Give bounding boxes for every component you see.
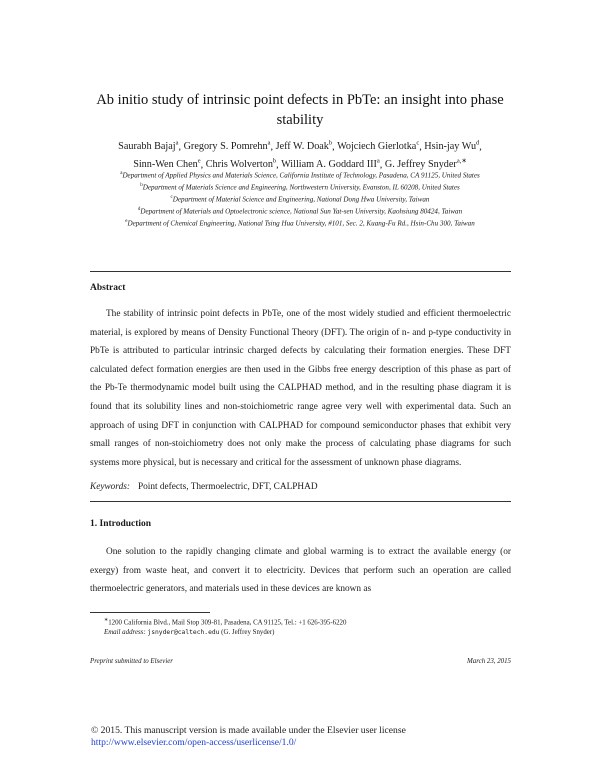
keywords-text: Point defects, Thermoelectric, DFT, CALPHAD [137, 482, 318, 492]
affiliation: $^d$Department of Materials and Optoelectronic science, National Sun Yat-sen University, Kaohsiung 80424, Taiwan [137, 206, 463, 216]
author: Wojciech Gierlotka$^c$ [337, 140, 420, 153]
author: Gregory S. Pomrehn$^a$ [183, 140, 271, 153]
license-link[interactable]: http://www.elsevier.com/open-access/userlicense/1.0/ [91, 737, 297, 748]
author: Jeff W. Doak$^b$ [275, 140, 333, 153]
author: William A. Goddard III$^a$ [281, 157, 380, 171]
abstract-text: The stability of intrinsic point defects in PbTe, one of the most widely studied and efficient thermoelectric material, is explored by means of Density Functional Theory (DFT). The origin of n- and p-type conductivity in PbTe is attributed to particular intrinsic charged defects by calculating their formation energies. These DFT calculated defect formation energies are then used in the Gibbs free energy description of this phase as part of the Pb-Te thermodynamic model built using the CALPHAD method, and in the resulting phase diagram it is found that its solubility lines and non-stoichiometric range agree very well with experimental data. Such an approach of using DFT in conjunction with CALPHAD for compound semiconductor phases that exhibit very small ranges of non-stoichiometry does not only make the process of calculating phase diagrams for such systems more physical, but is necessary and critical for the assessment of unknown phase diagrams. [90, 309, 511, 468]
introduction-text: One solution to the rapidly changing climate and global warming is to extract the available energy (or exergy) from waste heat, and convert it to electricity. Devices that perform such an operation are called thermoelectric generators, and materials used in these devices are known as [90, 547, 511, 595]
affiliation: $^b$Department of Materials Science and Engineering, Northwestern University, Evanston, IL 60208, United States [140, 182, 460, 192]
email-address: jsnyder@caltech.edu [147, 629, 220, 637]
keywords-label: Keywords: [90, 482, 130, 492]
abstract-top-rule [90, 271, 511, 272]
affiliation: $^e$Department of Chemical Engineering, National Tsing Hua University, #101, Sec. 2, Kuang-Fu Rd., Hsin-Chu 300, Taiwan [125, 218, 475, 228]
author: Sinn-Wen Chen$^e$ [133, 157, 201, 171]
preprint-note: Preprint submitted to Elsevier [90, 658, 173, 665]
footnote-rule [90, 612, 210, 613]
paper-title: Ab initio study of intrinsic point defects in PbTe: an insight into phase stability [96, 92, 504, 128]
license-statement: © 2015. This manuscript version is made available under the Elsevier user license [91, 725, 406, 736]
author: Hsin-jay Wu$^d$ [424, 140, 480, 153]
author: G. Jeffrey Snyder$^{a,∗}$ [384, 157, 467, 171]
affiliation: $^c$Department of Material Science and Engineering, National Dong Hwa University, Taiwan [170, 194, 430, 204]
author: Saurabh Bajaj$^a$ [118, 140, 179, 153]
corresponding-author-footnote: ∗1200 California Blvd., Mail Stop 309-81, Pasadena, CA 91125, Tel.: +1 626-395-6220 Email address: jsnyder@caltech.edu (G. Jeffrey Snyder) [104, 618, 347, 637]
author-list: Saurabh Bajaj$^a$, Gregory S. Pomrehn$^a$, Jeff W. Doak$^b$, Wojciech Gierlotka$^c$, Hsin-jay Wu$^d$, Sinn-Wen Chen$^e$, Chris Wolverton$^b$, William A. Goddard III$^a$, G. Jeffrey Snyder$^{a,∗}$ [118, 140, 482, 171]
affiliation-list [88, 169, 512, 229]
section-heading-introduction: 1. Introduction [90, 519, 152, 529]
abstract-bottom-rule [90, 501, 511, 502]
abstract-heading: Abstract [90, 283, 126, 293]
affiliation: $^a$Department of Applied Physics and Materials Science, California Institute of Technology, Pasadena, CA 91125, United States [120, 171, 480, 180]
author: Chris Wolverton$^b$ [205, 157, 277, 171]
submission-date: March 23, 2015 [467, 658, 511, 665]
keywords [90, 482, 318, 492]
